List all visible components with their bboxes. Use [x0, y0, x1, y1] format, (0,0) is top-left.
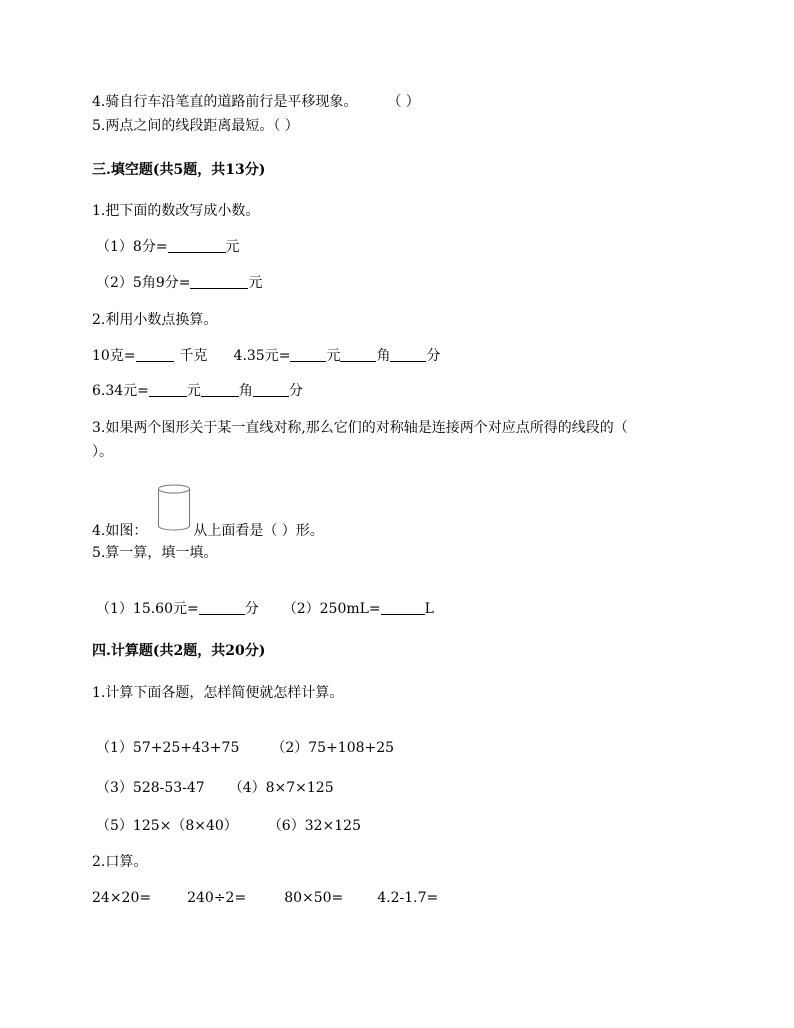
- s3-q5-b-post: L: [424, 601, 434, 617]
- s3-q3-line2: ）。: [92, 444, 113, 460]
- s3-q1-a-pre: （1）8分=: [96, 239, 168, 255]
- mental-calc-item: 4.2-1.7=: [377, 890, 439, 906]
- calc-item: （4）8×7×125: [228, 780, 334, 796]
- answer-blank[interactable]: [340, 347, 376, 362]
- calc-item: （2）75+108+25: [271, 740, 395, 756]
- s3-q2-c-pre: 6.34元=: [92, 383, 149, 399]
- answer-blank[interactable]: [168, 238, 226, 253]
- answer-blank[interactable]: [290, 347, 326, 362]
- answer-blank[interactable]: [199, 600, 245, 615]
- s3-q5-stem: 5.算一算，填一填。: [92, 545, 218, 561]
- s3-q4-post: 从上面看是（ ）形。: [193, 523, 324, 539]
- mental-calc-item: 24×20=: [92, 890, 152, 906]
- s3-q1-a-post: 元: [225, 239, 240, 255]
- answer-blank[interactable]: [201, 382, 239, 397]
- s3-q1-stem: 1.把下面的数改写成小数。: [92, 203, 260, 219]
- s3-q2-b-pre: 4.35元=: [233, 348, 291, 364]
- calc-item: （6）32×125: [267, 818, 361, 834]
- answer-blank[interactable]: [190, 274, 248, 289]
- s3-q2-c-jiao: 角: [238, 383, 253, 399]
- s3-q2-a-post: 千克: [179, 348, 208, 364]
- judge-q4-paren: （ ）: [387, 94, 420, 110]
- s4-q1-row3: [96, 816, 361, 836]
- section4-title: 四.计算题(共2题，共20分): [92, 643, 266, 659]
- s3-q2-a-pre: 10克=: [92, 348, 136, 364]
- s3-q2-stem: 2.利用小数点换算。: [92, 312, 218, 328]
- section3-title: 三.填空题(共5题，共13分): [92, 162, 266, 178]
- mental-calc-item: 80×50=: [284, 890, 344, 906]
- s3-q1-b-pre: （2）5角9分=: [96, 275, 191, 291]
- s3-q3-line1: 3.如果两个图形关于某一直线对称,那么它们的对称轴是连接两个对应点所得的线段的（: [92, 420, 628, 436]
- judge-q4: [92, 92, 420, 112]
- s3-q2-c-fen: 分: [288, 383, 303, 399]
- calc-item: （1）57+25+43+75: [96, 740, 240, 756]
- mental-calc-item: 240÷2=: [187, 890, 247, 906]
- s4-q1-row2: [96, 778, 334, 798]
- s3-q2-c-yuan: 元: [186, 383, 201, 399]
- answer-blank[interactable]: [390, 347, 426, 362]
- s4-q1-stem: 1.计算下面各题，怎样简便就怎样计算。: [92, 685, 344, 701]
- s3-q5-b-pre: （2）250mL=: [282, 601, 381, 617]
- s4-q2-row: [92, 888, 438, 908]
- judge-q5: 5.两点之间的线段距离最短。（ ）: [92, 118, 299, 134]
- s3-q1-b-post: 元: [248, 275, 263, 291]
- s3-q1-a: [96, 237, 240, 257]
- answer-blank[interactable]: [149, 382, 187, 397]
- s3-q5-a-pre: （1）15.60元=: [96, 601, 199, 617]
- s3-q2-row1: [92, 346, 440, 366]
- s3-q2-unit-yuan: 元: [326, 348, 341, 364]
- s3-q5-a-post: 分: [244, 601, 259, 617]
- answer-blank[interactable]: [136, 347, 174, 362]
- s3-q4: [92, 521, 324, 541]
- judge-q4-text: 4.骑自行车沿笔直的道路前行是平移现象。: [92, 94, 358, 110]
- s4-q1-row1: [96, 738, 394, 758]
- s3-q2-row2: [92, 381, 303, 401]
- s3-q1-b: [96, 273, 262, 293]
- s3-q2-unit-fen: 分: [426, 348, 441, 364]
- answer-blank[interactable]: [253, 382, 289, 397]
- answer-blank[interactable]: [381, 600, 425, 615]
- calc-item: （3）528-53-47: [96, 780, 205, 796]
- s3-q5-row: [96, 599, 434, 619]
- s3-q2-unit-jiao: 角: [376, 348, 391, 364]
- s4-q2-stem: 2.口算。: [92, 854, 148, 870]
- calc-item: （5）125×（8×40）: [96, 818, 238, 834]
- s3-q4-pre: 4.如图：: [92, 523, 148, 539]
